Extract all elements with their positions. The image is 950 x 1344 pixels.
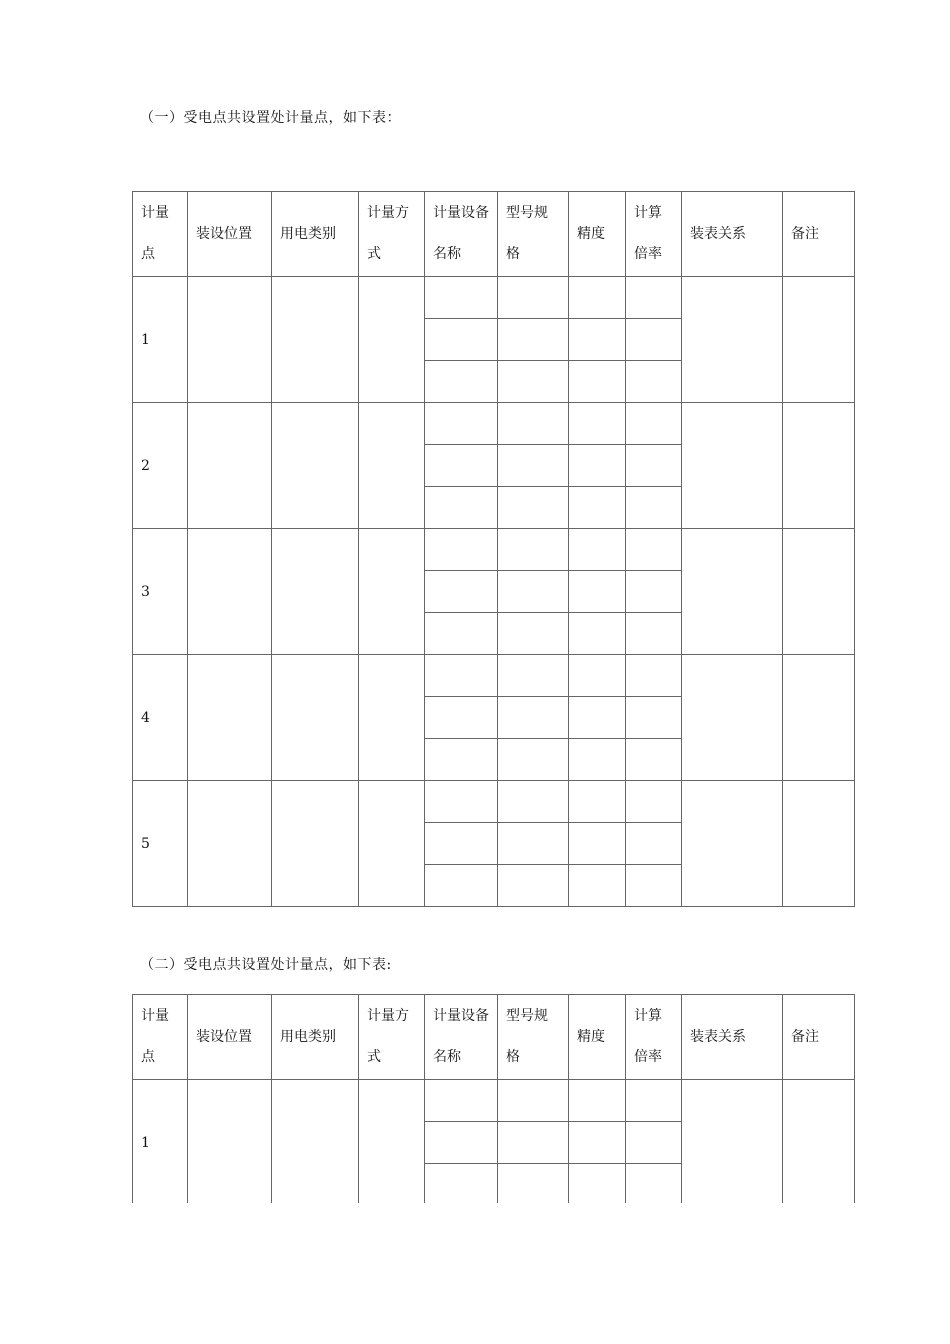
remarks-cell (783, 529, 855, 655)
device-name-cell (425, 823, 498, 865)
column-header: 备注 (783, 192, 855, 277)
multiplier-cell (626, 529, 682, 571)
device-name-cell (425, 529, 498, 571)
table-header-row (133, 995, 855, 1080)
device-name-cell (425, 571, 498, 613)
meter-relation-cell (682, 781, 783, 907)
multiplier-cell (626, 277, 682, 319)
multiplier-cell (626, 361, 682, 403)
model-spec-cell (498, 613, 569, 655)
page-bottom-margin (0, 1203, 950, 1344)
accuracy-cell (569, 277, 626, 319)
accuracy-cell (569, 739, 626, 781)
device-name-cell (425, 781, 498, 823)
install-location-cell (188, 781, 272, 907)
column-header: 用电类别 (272, 192, 359, 277)
metering-method-cell (359, 655, 425, 781)
multiplier-cell (626, 655, 682, 697)
install-location-cell (188, 277, 272, 403)
multiplier-cell (626, 1122, 682, 1164)
metering-table-2 (132, 994, 855, 1206)
metering-method-cell (359, 1080, 425, 1206)
model-spec-cell (498, 697, 569, 739)
device-name-cell (425, 319, 498, 361)
metering-point-number: 1 (133, 277, 188, 403)
device-name-cell (425, 445, 498, 487)
accuracy-cell (569, 487, 626, 529)
accuracy-cell (569, 319, 626, 361)
multiplier-cell (626, 613, 682, 655)
multiplier-cell (626, 445, 682, 487)
accuracy-cell (569, 1122, 626, 1164)
accuracy-cell (569, 1080, 626, 1122)
device-name-cell (425, 655, 498, 697)
usage-type-cell (272, 403, 359, 529)
metering-table-1 (132, 191, 855, 907)
multiplier-cell (626, 1164, 682, 1206)
metering-point-number: 5 (133, 781, 188, 907)
column-header: 计量设备名称 (425, 192, 498, 277)
accuracy-cell (569, 697, 626, 739)
meter-relation-cell (682, 529, 783, 655)
metering-point-number: 3 (133, 529, 188, 655)
device-name-cell (425, 1122, 498, 1164)
accuracy-cell (569, 613, 626, 655)
column-header: 用电类别 (272, 995, 359, 1080)
model-spec-cell (498, 277, 569, 319)
metering-point-number: 2 (133, 403, 188, 529)
model-spec-cell (498, 403, 569, 445)
accuracy-cell (569, 1164, 626, 1206)
install-location-cell (188, 529, 272, 655)
accuracy-cell (569, 361, 626, 403)
multiplier-cell (626, 403, 682, 445)
model-spec-cell (498, 1164, 569, 1206)
metering-point-number: 1 (133, 1080, 188, 1206)
column-header: 精度 (569, 192, 626, 277)
device-name-cell (425, 277, 498, 319)
multiplier-cell (626, 823, 682, 865)
remarks-cell (783, 403, 855, 529)
table-row (133, 781, 855, 823)
column-header: 计量点 (133, 995, 188, 1080)
meter-relation-cell (682, 1080, 783, 1206)
install-location-cell (188, 655, 272, 781)
multiplier-cell (626, 697, 682, 739)
remarks-cell (783, 655, 855, 781)
metering-method-cell (359, 403, 425, 529)
install-location-cell (188, 1080, 272, 1206)
remarks-cell (783, 277, 855, 403)
device-name-cell (425, 403, 498, 445)
device-name-cell (425, 865, 498, 907)
model-spec-cell (498, 655, 569, 697)
column-header: 计算倍率 (626, 995, 682, 1080)
install-location-cell (188, 403, 272, 529)
column-header: 计量设备名称 (425, 995, 498, 1080)
model-spec-cell (498, 361, 569, 403)
remarks-cell (783, 1080, 855, 1206)
usage-type-cell (272, 529, 359, 655)
model-spec-cell (498, 487, 569, 529)
device-name-cell (425, 739, 498, 781)
model-spec-cell (498, 529, 569, 571)
model-spec-cell (498, 865, 569, 907)
table-row (133, 403, 855, 445)
column-header: 型号规格 (498, 995, 569, 1080)
column-header: 型号规格 (498, 192, 569, 277)
table-row (133, 277, 855, 319)
table-row (133, 529, 855, 571)
model-spec-cell (498, 445, 569, 487)
multiplier-cell (626, 781, 682, 823)
metering-point-number: 4 (133, 655, 188, 781)
multiplier-cell (626, 865, 682, 907)
multiplier-cell (626, 739, 682, 781)
device-name-cell (425, 613, 498, 655)
meter-relation-cell (682, 403, 783, 529)
section-1-title: （一）受电点共设置处计量点，如下表： (140, 110, 401, 126)
column-header: 装表关系 (682, 995, 783, 1080)
model-spec-cell (498, 1122, 569, 1164)
accuracy-cell (569, 445, 626, 487)
metering-method-cell (359, 277, 425, 403)
model-spec-cell (498, 571, 569, 613)
table-row (133, 1080, 855, 1122)
column-header: 装设位置 (188, 192, 272, 277)
accuracy-cell (569, 529, 626, 571)
accuracy-cell (569, 865, 626, 907)
table-row (133, 655, 855, 697)
model-spec-cell (498, 319, 569, 361)
accuracy-cell (569, 655, 626, 697)
column-header: 备注 (783, 995, 855, 1080)
usage-type-cell (272, 655, 359, 781)
multiplier-cell (626, 571, 682, 613)
device-name-cell (425, 1164, 498, 1206)
multiplier-cell (626, 487, 682, 529)
metering-method-cell (359, 529, 425, 655)
device-name-cell (425, 1080, 498, 1122)
section-2-title: （二）受电点共设置处计量点，如下表: (140, 957, 392, 973)
usage-type-cell (272, 277, 359, 403)
table-header-row (133, 192, 855, 277)
accuracy-cell (569, 823, 626, 865)
device-name-cell (425, 361, 498, 403)
multiplier-cell (626, 319, 682, 361)
column-header: 计量方式 (359, 192, 425, 277)
device-name-cell (425, 697, 498, 739)
column-header: 装表关系 (682, 192, 783, 277)
usage-type-cell (272, 781, 359, 907)
metering-method-cell (359, 781, 425, 907)
column-header: 精度 (569, 995, 626, 1080)
accuracy-cell (569, 781, 626, 823)
model-spec-cell (498, 781, 569, 823)
model-spec-cell (498, 739, 569, 781)
column-header: 计量点 (133, 192, 188, 277)
accuracy-cell (569, 571, 626, 613)
model-spec-cell (498, 1080, 569, 1122)
column-header: 装设位置 (188, 995, 272, 1080)
column-header: 计算倍率 (626, 192, 682, 277)
meter-relation-cell (682, 655, 783, 781)
accuracy-cell (569, 403, 626, 445)
column-header: 计量方式 (359, 995, 425, 1080)
device-name-cell (425, 487, 498, 529)
remarks-cell (783, 781, 855, 907)
model-spec-cell (498, 823, 569, 865)
multiplier-cell (626, 1080, 682, 1122)
usage-type-cell (272, 1080, 359, 1206)
meter-relation-cell (682, 277, 783, 403)
